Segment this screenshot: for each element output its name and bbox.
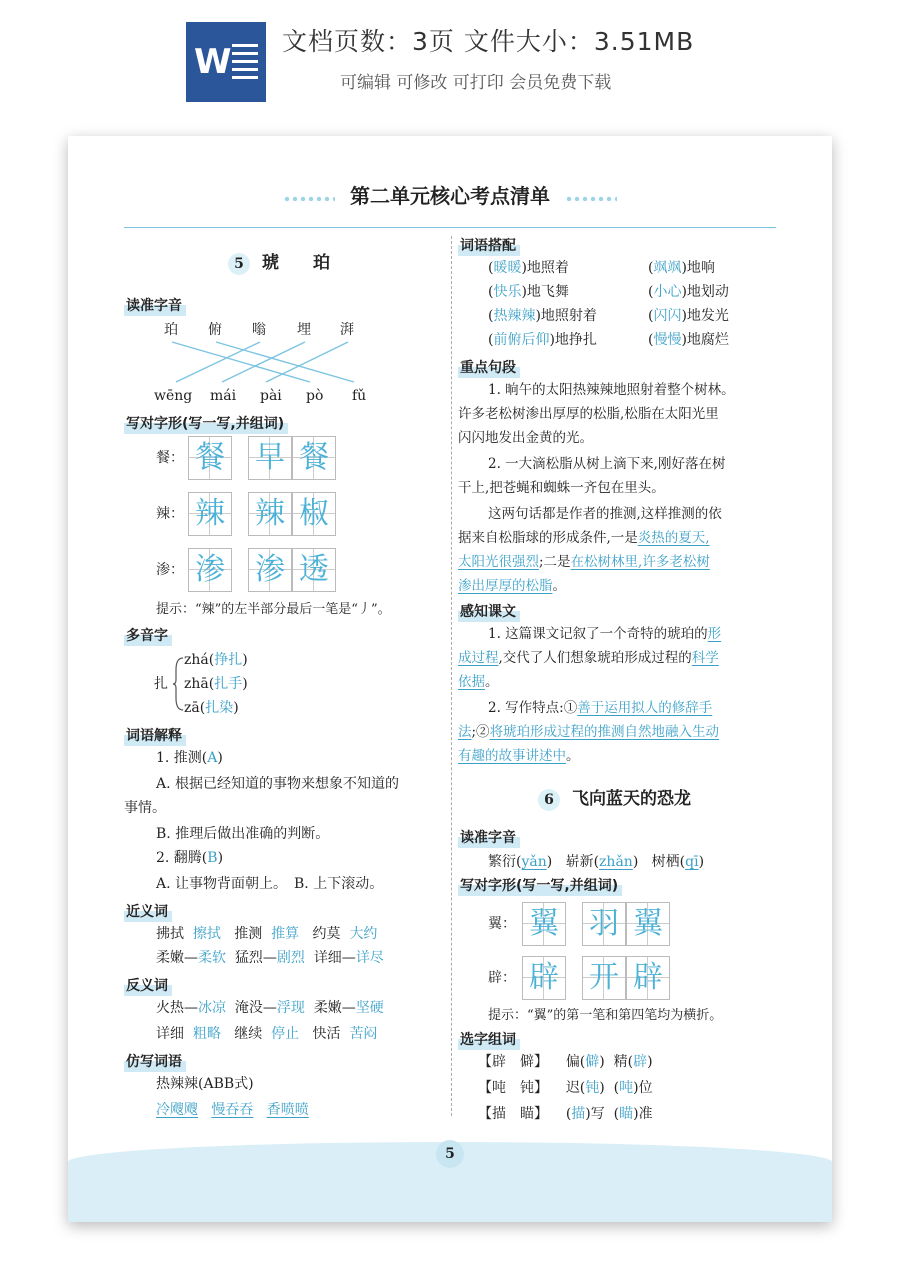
match-pinyin: pò — [306, 388, 324, 404]
section-heading: 写对字形(写一写,并组词) — [124, 414, 288, 434]
char-box: 辟 — [626, 956, 670, 1000]
paragraph-line: 这两句话都是作者的推测,这样推测的依 — [488, 506, 722, 522]
question-line: 1. 推测(A) — [156, 750, 223, 766]
collocation-item: (飒飒)地响 — [648, 260, 715, 276]
file-info-title: 文档页数：3页 文件大小：3.51MB — [282, 27, 695, 56]
collocation-item: (快乐)地飞舞 — [488, 284, 569, 300]
word-row: 详细 粗略 继续 停止 快活 苦闷 — [156, 1026, 378, 1042]
lesson-heading — [228, 248, 330, 275]
collocation-item: (小心)地划动 — [648, 284, 729, 300]
word-document-icon: W — [186, 22, 266, 102]
paragraph-line: 成过程,交代了人们想象琥珀形成过程的科学 — [458, 650, 719, 666]
char-box: 餐 — [292, 436, 336, 480]
word-row: 火热—冰凉 淹没—浮现 柔嫩—坚硬 — [156, 1000, 384, 1016]
file-info-subtitle: 可编辑 可修改 可打印 会员免费下载 — [340, 73, 612, 93]
match-char: 嗡 — [252, 322, 266, 338]
polyphone-item: zā(扎染) — [184, 700, 239, 716]
paragraph-line: 许多老松树渗出厚厚的松脂,松脂在太阳光里 — [458, 406, 719, 422]
char-box: 早 — [248, 436, 292, 480]
char-box: 羽 — [582, 902, 626, 946]
char-label: 辟： — [488, 970, 516, 986]
section-heading: 重点句段 — [458, 358, 520, 378]
paragraph-line: 1. 晌午的太阳热辣辣地照射着整个树林。 — [488, 382, 735, 398]
paragraph-line: 闪闪地发出金黄的光。 — [458, 430, 593, 446]
char-box: 渗 — [188, 548, 232, 592]
collocation-item: (闪闪)地发光 — [648, 308, 729, 324]
collocation-item: (热辣辣)地照射着 — [488, 308, 597, 324]
section-heading: 读准字音 — [124, 296, 186, 316]
select-row: 【吨 钝】 迟(钝) (吨)位 — [478, 1080, 653, 1096]
char-box: 辟 — [522, 956, 566, 1000]
option-text: A. 让事物背面朝上。 B. 上下滚动。 — [156, 876, 384, 892]
paragraph-line: 有趣的故事讲述中。 — [458, 748, 580, 764]
paragraph-line: 太阳光很强烈;二是在松树林里,许多老松树 — [458, 554, 710, 570]
select-row: 【描 瞄】 (描)写 (瞄)准 — [478, 1106, 653, 1122]
option-text: 事情。 — [124, 800, 166, 816]
lesson-title: 琥 珀 — [262, 253, 330, 273]
brace-icon — [172, 656, 184, 712]
option-text: B. 推理后做出准确的判断。 — [156, 826, 330, 842]
pronounce-row: 繁衍(yǎn) 崭新(zhǎn) 树栖(qī) — [488, 854, 705, 870]
char-box: 椒 — [292, 492, 336, 536]
section-heading: 近义词 — [124, 902, 172, 922]
polyphone-char: 扎 — [154, 676, 168, 692]
match-char: 埋 — [297, 322, 311, 338]
question-line: 2. 翻腾(B) — [156, 850, 224, 866]
match-char: 俯 — [208, 322, 222, 338]
decorative-dots — [565, 196, 617, 202]
word-row: 拂拭 擦拭 推测 推算 约莫 大约 — [156, 926, 378, 942]
char-label: 渗： — [156, 562, 184, 578]
paragraph-line: 法;②将琥珀形成过程的推测自然地融入生动 — [458, 724, 720, 740]
char-label: 辣： — [156, 506, 184, 522]
download-banner — [0, 0, 900, 120]
char-label: 翼： — [488, 916, 516, 932]
char-box: 餐 — [188, 436, 232, 480]
page-number: 5 — [436, 1140, 464, 1168]
section-heading: 感知课文 — [458, 602, 520, 622]
section-heading: 反义词 — [124, 976, 172, 996]
word-row: 冷飕飕 慢吞吞 香喷喷 — [156, 1102, 309, 1118]
hint-text: 提示：“翼”的第一笔和第四笔均为横折。 — [488, 1008, 723, 1023]
document-page — [68, 136, 832, 1222]
match-char: 湃 — [340, 322, 354, 338]
match-pinyin: fǔ — [352, 388, 367, 404]
select-row: 【辟 僻】 偏(僻) 精(辟) — [478, 1054, 653, 1070]
section-heading: 读准字音 — [458, 828, 520, 848]
match-pinyin: pài — [260, 388, 282, 404]
word-row: 柔嫩—柔软 猛烈—剧烈 详细—详尽 — [156, 950, 384, 966]
matching-lines — [164, 340, 364, 386]
column-divider — [451, 236, 452, 1116]
polyphone-item: zhá(挣扎) — [184, 652, 248, 668]
collocation-item: (前俯后仰)地挣扎 — [488, 332, 597, 348]
char-box: 辣 — [188, 492, 232, 536]
section-heading: 仿写词语 — [124, 1052, 186, 1072]
paragraph-line: 据来自松脂球的形成条件,一是炎热的夏天, — [458, 530, 710, 546]
section-heading: 写对字形(写一写,并组词) — [458, 876, 622, 896]
char-box: 渗 — [248, 548, 292, 592]
section-heading: 选字组词 — [458, 1030, 520, 1050]
section-heading: 词语搭配 — [458, 236, 520, 256]
lesson-heading — [538, 784, 691, 811]
paragraph-line: 渗出厚厚的松脂。 — [458, 578, 566, 594]
option-text: A. 根据已经知道的事物来想象不知道的 — [156, 776, 400, 792]
lesson-number: 5 — [228, 253, 250, 275]
page-title: 第二单元核心考点清单 — [350, 184, 550, 208]
polyphone-item: zhā(扎手) — [184, 676, 248, 692]
match-pinyin: wēng — [154, 388, 193, 404]
section-heading: 多音字 — [124, 626, 172, 646]
char-box: 翼 — [522, 902, 566, 946]
pattern-text: 热辣辣(ABB式) — [156, 1076, 254, 1092]
paragraph-line: 干上,把苍蝇和蜘蛛一齐包在里头。 — [458, 480, 665, 496]
title-divider — [124, 227, 776, 228]
page-title-row — [68, 180, 832, 209]
hint-text: 提示：“辣”的左半部分最后一笔是“丿”。 — [156, 602, 391, 617]
decorative-dots — [283, 196, 335, 202]
lesson-number: 6 — [538, 789, 560, 811]
lesson-title: 飞向蓝天的恐龙 — [572, 789, 691, 809]
collocation-item: (暖暖)地照着 — [488, 260, 569, 276]
paragraph-line: 2. 一大滴松脂从树上滴下来,刚好落在树 — [488, 456, 726, 472]
paragraph-line: 2. 写作特点:①善于运用拟人的修辞手 — [488, 700, 713, 716]
match-pinyin: mái — [210, 388, 237, 404]
section-heading: 词语解释 — [124, 726, 186, 746]
paragraph-line: 1. 这篇课文记叙了一个奇特的琥珀的形 — [488, 626, 722, 642]
char-box: 透 — [292, 548, 336, 592]
collocation-item: (慢慢)地腐烂 — [648, 332, 729, 348]
char-box: 辣 — [248, 492, 292, 536]
char-box: 翼 — [626, 902, 670, 946]
char-label: 餐： — [156, 450, 184, 466]
char-box: 开 — [582, 956, 626, 1000]
match-char: 珀 — [164, 322, 178, 338]
paragraph-line: 依据。 — [458, 674, 499, 690]
